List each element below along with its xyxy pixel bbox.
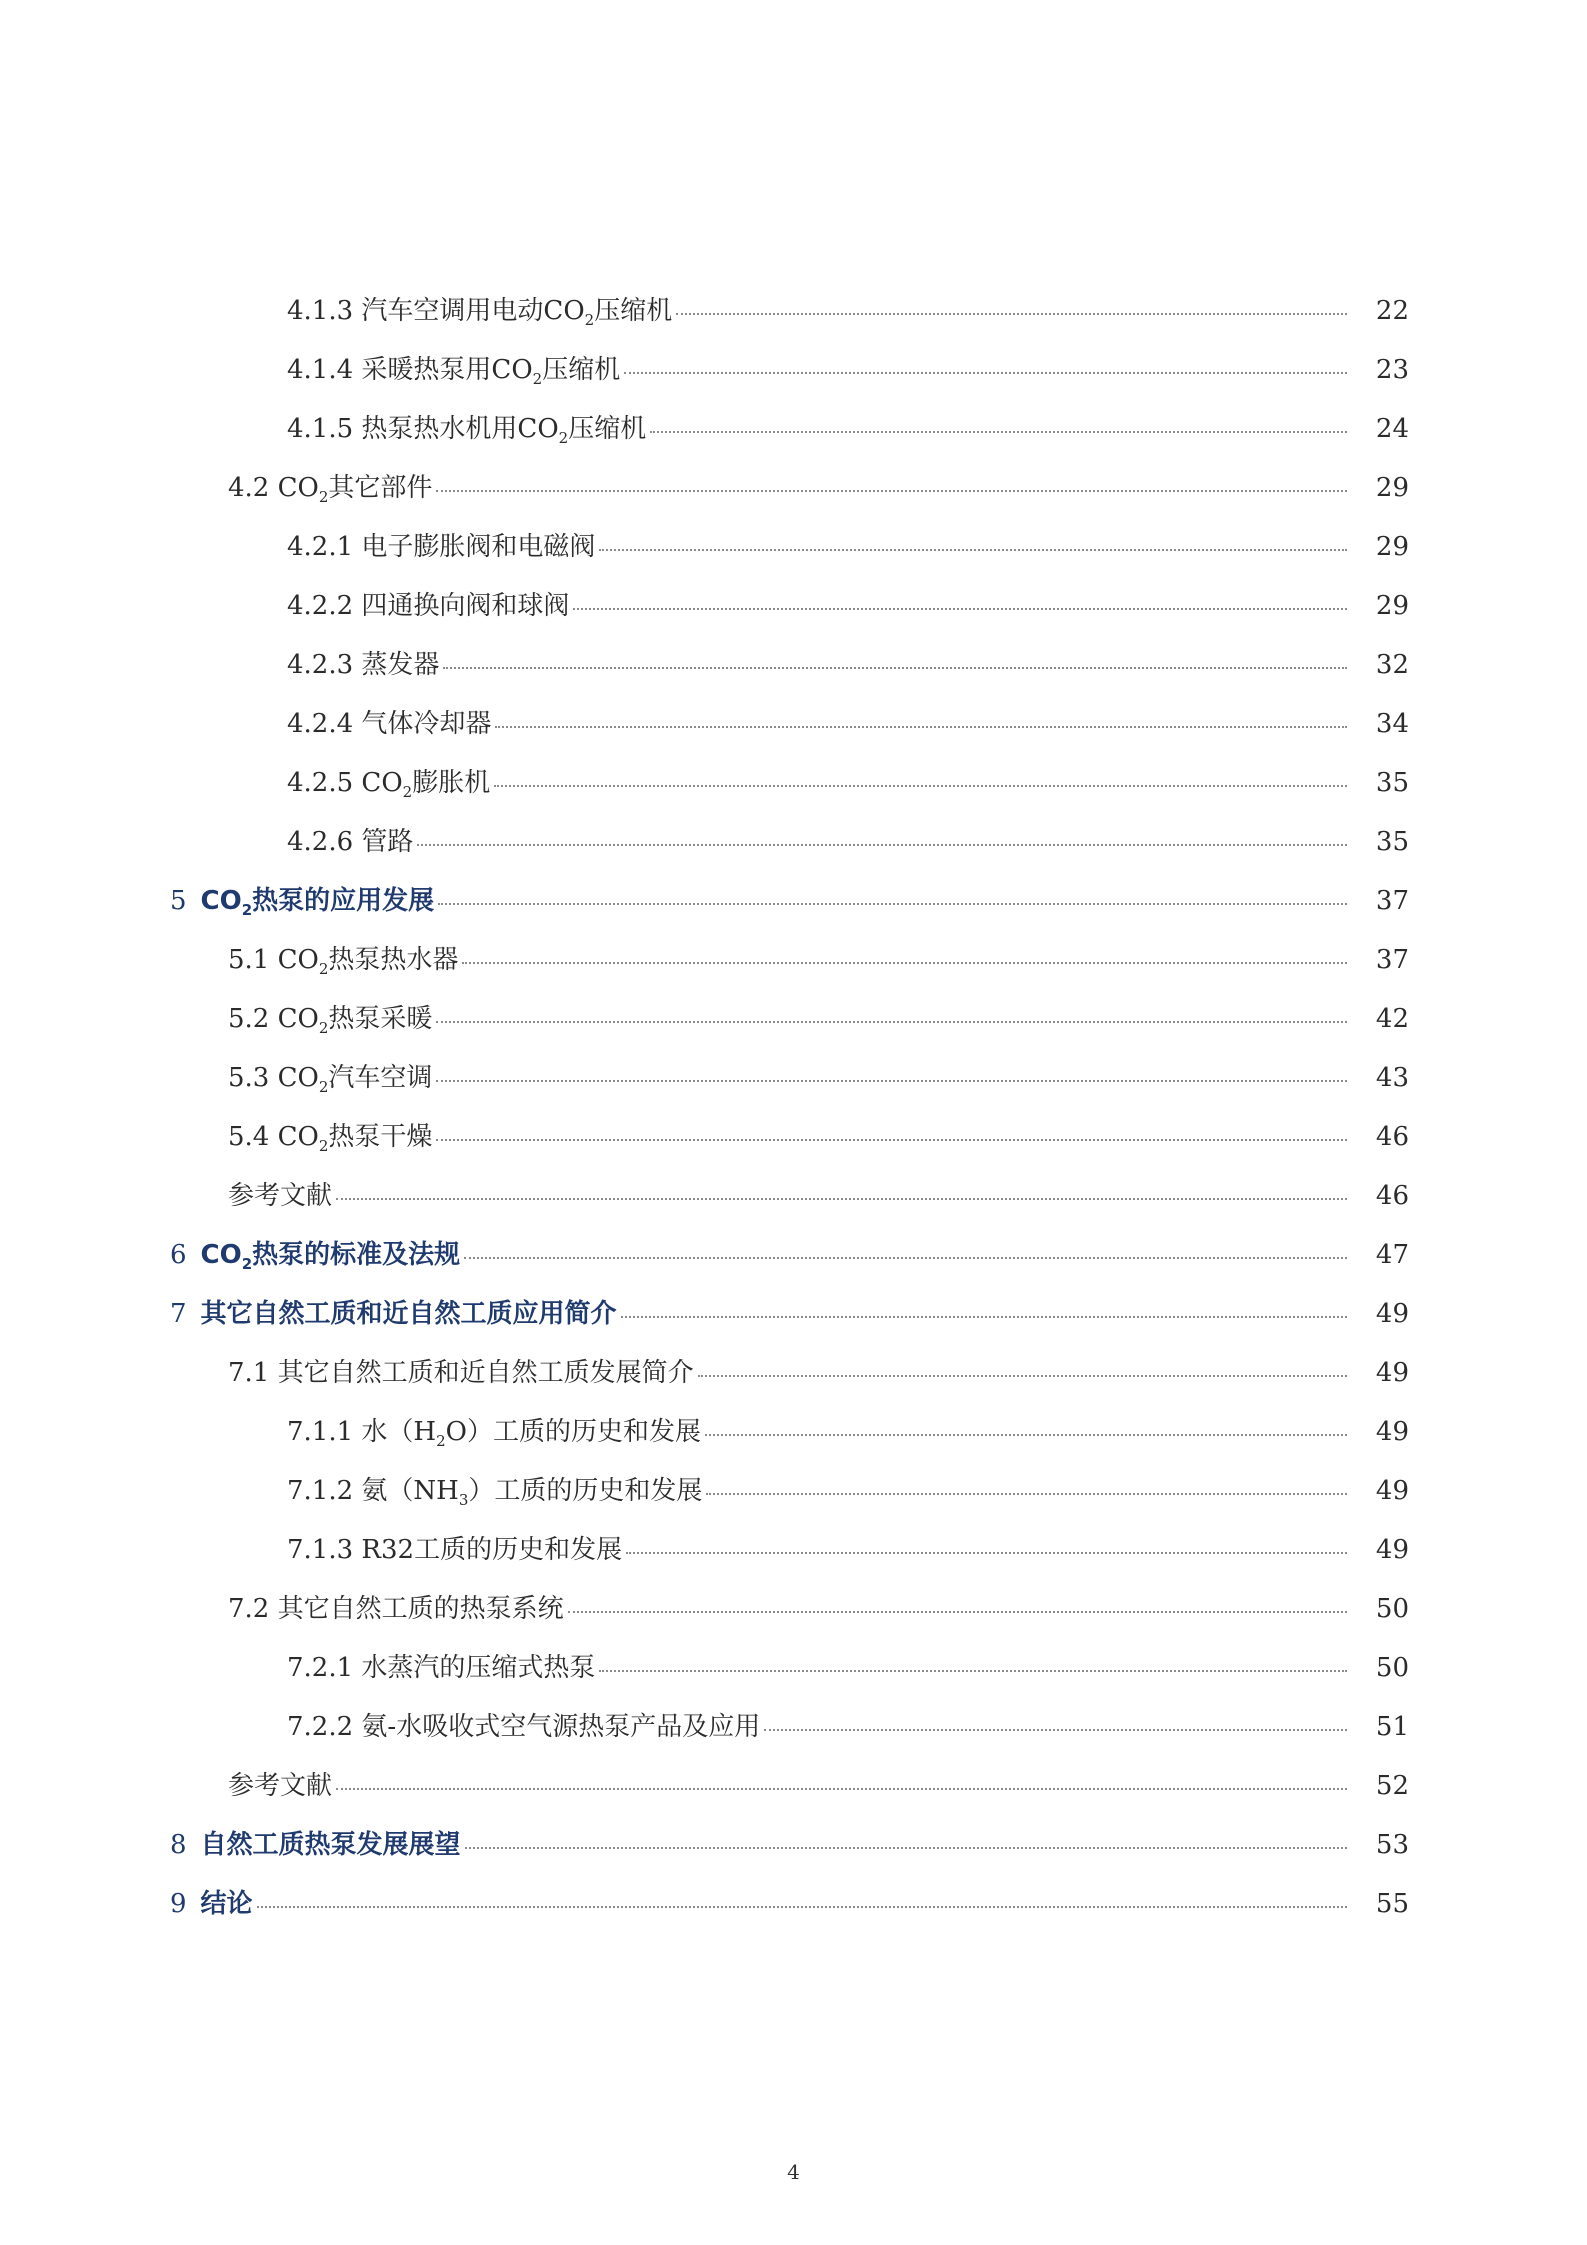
- toc-entry-sub[interactable]: [0, 1521, 1587, 1580]
- dot-leader: [599, 1669, 1347, 1672]
- chapter-number: 6: [170, 1240, 187, 1270]
- toc-title-text: 7.1 其它自然工质和近自然工质发展简介: [228, 1358, 694, 1388]
- toc-entry-content: [287, 282, 1409, 341]
- dot-leader: [443, 666, 1347, 669]
- toc-page-number: 49: [1375, 1476, 1409, 1506]
- dot-leader: [706, 1492, 1347, 1495]
- toc-title-subscript: 3: [458, 1491, 469, 1509]
- toc-entry-chapter[interactable]: [0, 1875, 1587, 1934]
- toc-title-text: 4.2.4 气体冷却器: [287, 709, 492, 739]
- toc-entry-content: [287, 1639, 1409, 1698]
- toc-page-number: 29: [1375, 532, 1409, 562]
- toc-entry-content: [287, 754, 1409, 813]
- toc-entry-title: [287, 1639, 599, 1698]
- chapter-number: 5: [170, 886, 187, 916]
- toc-entry-title: [228, 1049, 436, 1108]
- toc-entry-section[interactable]: [0, 990, 1587, 1049]
- toc-entry-content: [287, 577, 1409, 636]
- toc-title-text-suffix: 压缩机: [542, 355, 621, 385]
- toc-entry-section[interactable]: [0, 1049, 1587, 1108]
- toc-entry-content: [228, 990, 1409, 1049]
- toc-page-number: 32: [1375, 650, 1409, 680]
- dot-leader: [650, 430, 1347, 433]
- toc-title-text: 4.1.5 热泵热水机用CO: [287, 414, 559, 444]
- toc-entry-sub[interactable]: [0, 754, 1587, 813]
- toc-entry-content: [287, 695, 1409, 754]
- toc-entry-chapter[interactable]: [0, 1226, 1587, 1285]
- toc-entry-title: [170, 1875, 257, 1934]
- toc-entry-title: [228, 459, 436, 518]
- dot-leader: [494, 784, 1347, 787]
- toc-page-number: 22: [1375, 296, 1409, 326]
- toc-title-text: 4.2.3 蒸发器: [287, 650, 440, 680]
- toc-title-subscript: 2: [241, 901, 253, 919]
- toc-entry-sub[interactable]: [0, 577, 1587, 636]
- dot-leader: [436, 489, 1347, 492]
- toc-page-number: 49: [1375, 1358, 1409, 1388]
- toc-page-number: 29: [1375, 473, 1409, 503]
- toc-page-number: 46: [1375, 1181, 1409, 1211]
- dot-leader: [705, 1433, 1347, 1436]
- dot-leader: [336, 1197, 1347, 1200]
- toc-title-text: CO: [200, 886, 242, 916]
- toc-entry-content: [287, 1462, 1409, 1521]
- toc-entry-title: [170, 1285, 621, 1344]
- toc-title-subscript: 2: [318, 1019, 329, 1037]
- toc-entry-title: [170, 872, 438, 931]
- toc-page-number: 52: [1375, 1771, 1409, 1801]
- toc-entry-section[interactable]: [0, 1344, 1587, 1403]
- toc-entry-title: [287, 1521, 626, 1580]
- toc-title-subscript: 2: [402, 783, 413, 801]
- toc-page-number: 50: [1375, 1653, 1409, 1683]
- toc-entry-title: [287, 282, 676, 341]
- toc-title-subscript: 2: [318, 1137, 329, 1155]
- toc-title-text: 4.2 CO: [228, 473, 319, 503]
- dot-leader: [568, 1610, 1347, 1613]
- toc-title-subscript: 2: [436, 1432, 446, 1450]
- dot-leader: [436, 1079, 1347, 1082]
- toc-title-subscript: 2: [318, 1078, 329, 1096]
- toc-entry-sub[interactable]: [0, 813, 1587, 872]
- toc-entry-content: [170, 1816, 1409, 1875]
- table-of-contents: [0, 282, 1587, 1934]
- toc-title-text-suffix: 压缩机: [594, 296, 673, 326]
- toc-entry-content: [170, 1875, 1409, 1934]
- toc-entry-content: [287, 400, 1409, 459]
- dot-leader: [764, 1728, 1347, 1731]
- toc-page-number: 43: [1375, 1063, 1409, 1093]
- toc-page-number: 53: [1375, 1830, 1409, 1860]
- toc-page-number: 55: [1375, 1889, 1409, 1919]
- toc-entry-title: [228, 990, 436, 1049]
- toc-entry-chapter[interactable]: [0, 1816, 1587, 1875]
- dot-leader: [676, 312, 1347, 315]
- dot-leader: [495, 725, 1347, 728]
- toc-page-number: 35: [1375, 827, 1409, 857]
- toc-entry-sub[interactable]: [0, 1462, 1587, 1521]
- toc-title-text: 5.3 CO: [228, 1063, 319, 1093]
- toc-entry-sub[interactable]: [0, 400, 1587, 459]
- toc-entry-title: [228, 1167, 336, 1226]
- toc-title-text: 7.1.3 R32工质的历史和发展: [287, 1535, 623, 1565]
- toc-entry-title: [287, 1698, 764, 1757]
- toc-entry-section[interactable]: [0, 1108, 1587, 1167]
- toc-page-number: 37: [1375, 886, 1409, 916]
- toc-entry-content: [287, 813, 1409, 872]
- toc-entry-section[interactable]: [0, 1167, 1587, 1226]
- toc-page-number: 46: [1375, 1122, 1409, 1152]
- toc-title-text: 5.2 CO: [228, 1004, 319, 1034]
- toc-entry-sub[interactable]: [0, 518, 1587, 577]
- toc-entry-title: [287, 754, 494, 813]
- toc-title-text: 4.2.2 四通换向阀和球阀: [287, 591, 570, 621]
- dot-leader: [465, 1846, 1347, 1849]
- toc-title-text: 7.2.1 水蒸汽的压缩式热泵: [287, 1653, 596, 1683]
- toc-entry-title: [287, 341, 624, 400]
- dot-leader: [464, 1256, 1347, 1259]
- toc-entry-title: [170, 1816, 465, 1875]
- toc-title-text: 7.2.2 氨-水吸收式空气源热泵产品及应用: [287, 1712, 761, 1742]
- dot-leader: [436, 1020, 1347, 1023]
- toc-title-text: 自然工质热泵发展展望: [200, 1830, 461, 1860]
- toc-entry-title: [228, 1757, 336, 1816]
- dot-leader: [462, 961, 1347, 964]
- toc-entry-title: [228, 1108, 436, 1167]
- toc-page-number: 29: [1375, 591, 1409, 621]
- toc-page-number: 49: [1375, 1535, 1409, 1565]
- toc-title-text: 5.4 CO: [228, 1122, 319, 1152]
- toc-entry-content: [170, 1226, 1409, 1285]
- dot-leader: [436, 1138, 1347, 1141]
- toc-title-text-suffix: 热泵采暖: [328, 1004, 433, 1034]
- toc-entry-content: [228, 459, 1409, 518]
- toc-title-text-suffix: 热泵的标准及法规: [252, 1240, 461, 1270]
- toc-entry-content: [287, 518, 1409, 577]
- toc-entry-title: [287, 1462, 706, 1521]
- toc-entry-title: [170, 1226, 464, 1285]
- toc-title-subscript: 2: [584, 311, 595, 329]
- toc-title-text: 4.2.1 电子膨胀阀和电磁阀: [287, 532, 596, 562]
- toc-entry-sub[interactable]: [0, 1639, 1587, 1698]
- toc-entry-sub[interactable]: [0, 341, 1587, 400]
- toc-title-text-suffix: O）工质的历史和发展: [445, 1417, 701, 1447]
- dot-leader: [599, 548, 1347, 551]
- dot-leader: [438, 902, 1347, 905]
- toc-title-text-suffix: 膨胀机: [412, 768, 491, 798]
- toc-page-number: 47: [1375, 1240, 1409, 1270]
- toc-entry-content: [228, 1580, 1409, 1639]
- toc-title-text-suffix: 压缩机: [568, 414, 647, 444]
- toc-title-text: 7.1.1 水（H: [287, 1417, 437, 1447]
- toc-entry-content: [228, 1344, 1409, 1403]
- toc-title-text-suffix: 热泵干燥: [328, 1122, 433, 1152]
- toc-entry-sub[interactable]: [0, 695, 1587, 754]
- toc-title-text-suffix: 其它部件: [328, 473, 433, 503]
- toc-title-text: 4.2.6 管路: [287, 827, 414, 857]
- toc-entry-content: [228, 1108, 1409, 1167]
- toc-title-text: 4.1.3 汽车空调用电动CO: [287, 296, 585, 326]
- toc-title-subscript: 2: [532, 370, 543, 388]
- toc-entry-content: [228, 1049, 1409, 1108]
- toc-page-number: 37: [1375, 945, 1409, 975]
- toc-title-text: 7.2 其它自然工质的热泵系统: [228, 1594, 564, 1624]
- toc-title-subscript: 2: [241, 1255, 253, 1273]
- toc-entry-title: [287, 636, 443, 695]
- toc-title-text: 参考文献: [228, 1181, 333, 1211]
- toc-title-text: 5.1 CO: [228, 945, 319, 975]
- toc-entry-content: [287, 636, 1409, 695]
- chapter-number: 8: [170, 1830, 187, 1860]
- toc-entry-title: [228, 1580, 568, 1639]
- toc-page-number: 50: [1375, 1594, 1409, 1624]
- toc-page-number: 24: [1375, 414, 1409, 444]
- toc-entry-chapter[interactable]: [0, 872, 1587, 931]
- dot-leader: [621, 1315, 1347, 1318]
- page-number: 4: [787, 2160, 800, 2184]
- toc-page-number: 34: [1375, 709, 1409, 739]
- toc-page-number: 42: [1375, 1004, 1409, 1034]
- chapter-number: 9: [170, 1889, 187, 1919]
- dot-leader: [624, 371, 1347, 374]
- dot-leader: [336, 1787, 1347, 1790]
- chapter-number: 7: [170, 1299, 187, 1329]
- toc-title-text-suffix: 热泵热水器: [328, 945, 459, 975]
- toc-page-number: 49: [1375, 1299, 1409, 1329]
- toc-title-subscript: 2: [318, 488, 329, 506]
- toc-entry-title: [228, 931, 462, 990]
- toc-entry-chapter[interactable]: [0, 1285, 1587, 1344]
- toc-entry-content: [287, 1403, 1409, 1462]
- toc-page-number: 49: [1375, 1417, 1409, 1447]
- dot-leader: [417, 843, 1347, 846]
- toc-entry-section[interactable]: [0, 459, 1587, 518]
- dot-leader: [698, 1374, 1347, 1377]
- toc-entry-sub[interactable]: [0, 282, 1587, 341]
- toc-entry-title: [287, 1403, 705, 1462]
- dot-leader: [257, 1905, 1347, 1908]
- toc-entry-title: [287, 695, 495, 754]
- toc-entry-sub[interactable]: [0, 636, 1587, 695]
- toc-entry-content: [287, 1521, 1409, 1580]
- dot-leader: [626, 1551, 1347, 1554]
- toc-entry-section[interactable]: [0, 931, 1587, 990]
- toc-entry-content: [228, 1757, 1409, 1816]
- toc-page-number: 23: [1375, 355, 1409, 385]
- toc-entry-title: [287, 577, 573, 636]
- toc-title-text-suffix: 汽车空调: [328, 1063, 433, 1093]
- toc-title-text: 结论: [200, 1889, 253, 1919]
- toc-title-subscript: 2: [558, 429, 569, 447]
- toc-entry-content: [228, 931, 1409, 990]
- toc-title-text-suffix: 热泵的应用发展: [252, 886, 435, 916]
- toc-title-text: 参考文献: [228, 1771, 333, 1801]
- toc-entry-title: [287, 813, 417, 872]
- toc-title-text: 其它自然工质和近自然工质应用简介: [200, 1299, 617, 1329]
- toc-entry-content: [287, 1698, 1409, 1757]
- toc-title-text-suffix: ）工质的历史和发展: [468, 1476, 703, 1506]
- toc-entry-sub[interactable]: [0, 1403, 1587, 1462]
- toc-entry-content: [170, 1285, 1409, 1344]
- toc-entry-title: [228, 1344, 698, 1403]
- toc-entry-sub[interactable]: [0, 1698, 1587, 1757]
- toc-entry-section[interactable]: [0, 1757, 1587, 1816]
- toc-page-number: 51: [1375, 1712, 1409, 1742]
- toc-title-text: 4.2.5 CO: [287, 768, 403, 798]
- toc-title-text: 4.1.4 采暖热泵用CO: [287, 355, 533, 385]
- toc-title-text: 7.1.2 氨（NH: [287, 1476, 459, 1506]
- toc-entry-content: [170, 872, 1409, 931]
- toc-entry-content: [228, 1167, 1409, 1226]
- dot-leader: [573, 607, 1347, 610]
- toc-entry-title: [287, 518, 599, 577]
- toc-entry-section[interactable]: [0, 1580, 1587, 1639]
- toc-page-number: 35: [1375, 768, 1409, 798]
- toc-entry-content: [287, 341, 1409, 400]
- toc-entry-title: [287, 400, 650, 459]
- toc-title-subscript: 2: [318, 960, 329, 978]
- toc-title-text: CO: [200, 1240, 242, 1270]
